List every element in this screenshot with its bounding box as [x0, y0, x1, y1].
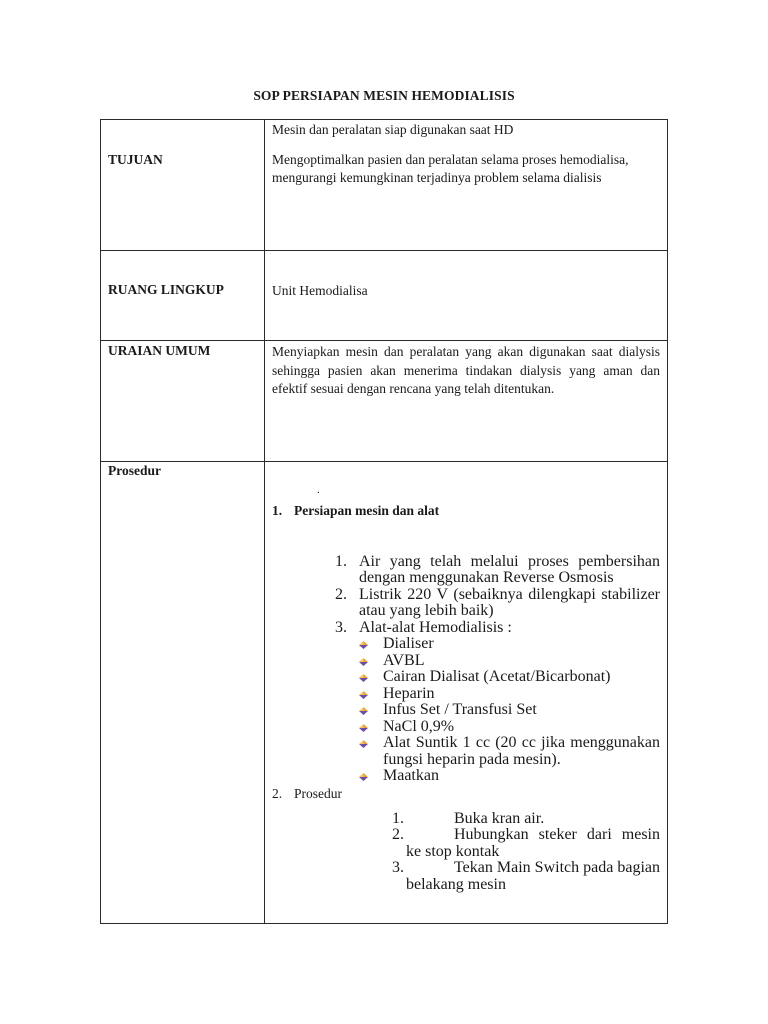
step-text: Buka kran air.: [454, 809, 545, 827]
step-number: 2.: [392, 826, 404, 843]
tool-text: Alat Suntik 1 cc (20 cc jika menggunakan fungsi heparin pada mesin).: [383, 734, 660, 768]
diamond-bullet-icon: [359, 740, 368, 748]
label-cell: [101, 251, 265, 341]
diamond-bullet-icon: [359, 641, 368, 649]
ruang-lingkup-text: Unit Hemodialisa: [272, 283, 368, 298]
item-number: 1.: [335, 552, 347, 570]
section-1-title: Persiapan mesin dan alat: [294, 503, 440, 518]
document-title: SOP PERSIAPAN MESIN HEMODIALISIS: [253, 88, 515, 103]
list-item: [265, 735, 660, 768]
list-item: [265, 620, 660, 637]
step-number: 3.: [392, 859, 404, 876]
tool-text: Cairan Dialisat (Acetat/Bicarbonat): [383, 668, 611, 685]
label-cell: [101, 120, 265, 251]
section-2-number: 2.: [272, 785, 283, 801]
tool-text: AVBL: [383, 651, 425, 669]
row-tujuan: [101, 120, 668, 251]
label-ruang-lingkup: RUANG LINGKUP: [108, 282, 224, 297]
item-number: 3.: [335, 618, 347, 636]
list-item: [265, 702, 660, 719]
step-item: [265, 827, 660, 860]
item-text: Air yang telah melalui proses pembersihan dengan menggunakan Reverse Osmosis: [359, 552, 660, 586]
persiapan-list: [265, 554, 667, 637]
sop-table: [100, 119, 668, 924]
stray-dot: .: [317, 484, 320, 496]
tool-text: Dialiser: [383, 635, 434, 652]
item-number: 2.: [335, 585, 347, 603]
step-text: Tekan Main Switch pada bagian belakang mesin: [406, 859, 660, 893]
label-cell: [101, 341, 265, 462]
item-text: Listrik 220 V (sebaiknya dilengkapi stabilizer atau yang lebih baik): [359, 585, 660, 619]
item-text: Alat-alat Hemodialisis :: [359, 618, 512, 636]
diamond-bullet-icon: [359, 724, 368, 732]
tujuan-text-2: Mengoptimalkan pasien dan peralatan selama proses hemodialisa, mengurangi kemungkinan terjadinya problem selama dialisis: [272, 151, 629, 185]
prosedur-steps: [265, 811, 667, 894]
step-number: 1.: [392, 809, 404, 827]
list-item: [265, 587, 660, 620]
stray-dot-area: [265, 462, 667, 502]
tool-text: Infus Set / Transfusi Set: [383, 701, 537, 718]
section-1-heading: [265, 502, 667, 521]
content-cell: [265, 462, 668, 924]
list-item: [265, 653, 660, 670]
list-item: [265, 719, 660, 736]
tool-text: Maatkan: [383, 767, 439, 784]
diamond-bullet-icon: [359, 674, 368, 682]
list-item: [265, 636, 660, 653]
section-2-heading: [265, 785, 667, 802]
step-item: [265, 860, 660, 893]
diamond-bullet-icon: [359, 773, 368, 781]
row-ruang-lingkup: [101, 251, 668, 341]
list-item: [265, 554, 660, 587]
tool-text: NaCl 0,9%: [383, 717, 455, 735]
content-cell: [265, 120, 668, 251]
list-item: [265, 768, 660, 785]
tool-text: Heparin: [383, 684, 435, 702]
label-uraian-umum: URAIAN UMUM: [108, 343, 211, 358]
diamond-bullet-icon: [359, 658, 368, 666]
step-item: [265, 811, 660, 828]
row-uraian-umum: [101, 341, 668, 462]
step-text: Hubungkan steker dari mesin ke stop kontak: [406, 826, 660, 860]
uraian-umum-text: Menyiapkan mesin dan peralatan yang akan digunakan saat dialysis sehingga pasien akan menerima tindakan dialysis yang aman dan efektif sesuai dengan rencana yang telah ditentukan.: [272, 344, 660, 396]
alat-hemodialisis-list: [265, 636, 667, 785]
row-prosedur: [101, 462, 668, 924]
section-2-title: Prosedur: [294, 785, 342, 801]
diamond-bullet-icon: [359, 707, 368, 715]
list-item: [265, 686, 660, 703]
content-cell: [265, 251, 668, 341]
label-cell: [101, 462, 265, 924]
diamond-bullet-icon: [359, 691, 368, 699]
section-1-number: 1.: [272, 503, 283, 518]
tujuan-text-1: Mesin dan peralatan siap digunakan saat HD: [272, 122, 514, 137]
content-cell: [265, 341, 668, 462]
label-prosedur: Prosedur: [108, 463, 161, 478]
list-item: [265, 669, 660, 686]
label-tujuan: TUJUAN: [108, 152, 163, 167]
